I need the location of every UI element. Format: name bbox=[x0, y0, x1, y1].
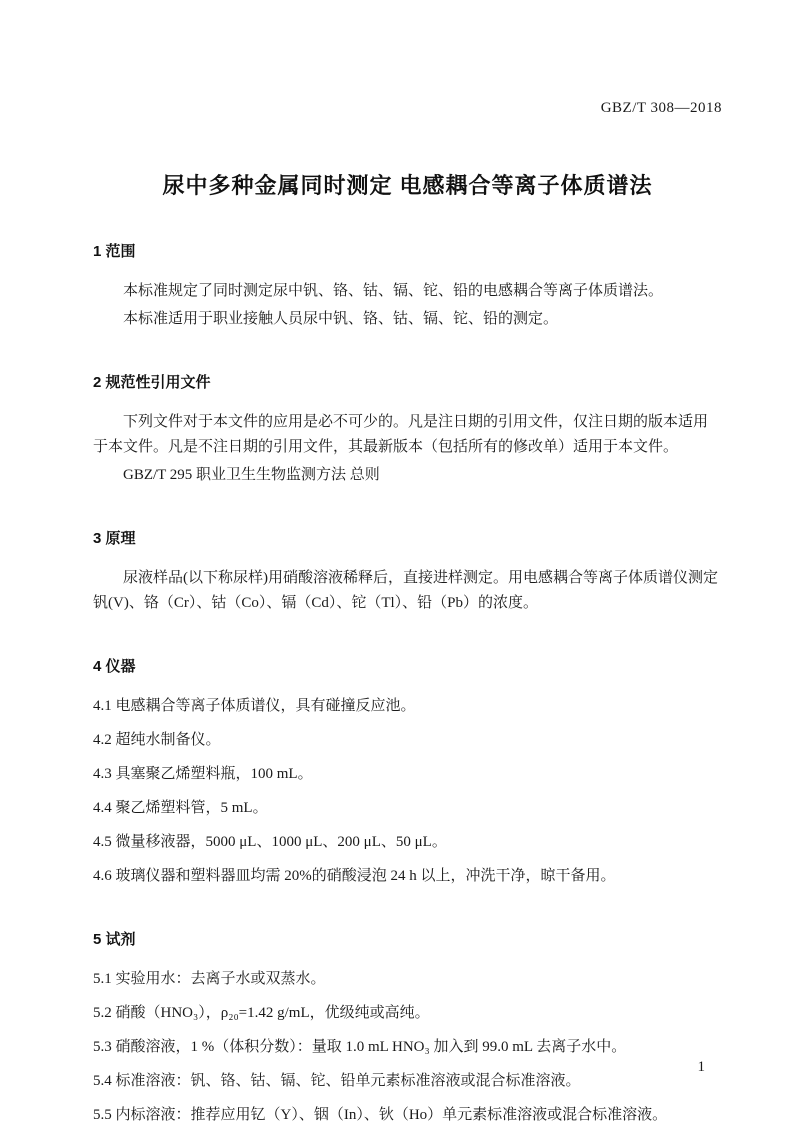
list-item: 4.5 微量移液器，5000 μL、1000 μL、200 μL、50 μL。 bbox=[93, 834, 447, 850]
section-reagents bbox=[93, 929, 722, 1128]
list-item: 5.2 硝酸（HNO₃），ρ₂₀=1.42 g/mL，优级纯或高纯。 bbox=[93, 1005, 430, 1021]
reference-entry: GBZ/T 295 职业卫生生物监测方法 总则 bbox=[123, 467, 380, 483]
section-normative-references bbox=[93, 372, 722, 488]
list-item: 5.5 内标溶液：推荐应用钇（Y）、铟（In）、钬（Ho）单元素标准溶液或混合标准溶液。 bbox=[93, 1107, 668, 1123]
list-item: 4.3 具塞聚乙烯塑料瓶，100 mL。 bbox=[93, 766, 313, 782]
list-item: 5.4 标准溶液：钒、铬、钴、镉、铊、铅单元素标准溶液或混合标准溶液。 bbox=[93, 1073, 581, 1089]
list-item: 4.6 玻璃仪器和塑料器皿均需 20%的硝酸浸泡 24 h 以上，冲洗干净，晾干备用。 bbox=[93, 868, 616, 884]
paragraph: 下列文件对于本文件的应用是必不可少的。凡是注日期的引用文件，仅注日期的版本适用于本文件。凡是不注日期的引用文件，其最新版本（包括所有的修改单）适用于本文件。 bbox=[93, 414, 709, 455]
section-heading-reagents: 5 试剂 bbox=[93, 931, 136, 948]
section-principle bbox=[93, 528, 722, 616]
section-scope bbox=[93, 241, 722, 332]
list-item: 4.2 超纯水制备仪。 bbox=[93, 732, 221, 748]
paragraph: 本标准规定了同时测定尿中钒、铬、钴、镉、铊、铅的电感耦合等离子体质谱法。 bbox=[123, 283, 664, 299]
list-item: 4.4 聚乙烯塑料管，5 mL。 bbox=[93, 800, 268, 816]
document-title: 尿中多种金属同时测定 电感耦合等离子体质谱法 bbox=[162, 173, 653, 198]
section-heading-scope: 1 范围 bbox=[93, 243, 136, 260]
page-header bbox=[93, 96, 722, 121]
section-heading-principle: 3 原理 bbox=[93, 530, 136, 547]
section-instruments bbox=[93, 656, 722, 889]
list-item: 5.1 实验用水：去离子水或双蒸水。 bbox=[93, 971, 326, 987]
section-heading-instruments: 4 仪器 bbox=[93, 658, 136, 675]
standard-number: GBZ/T 308—2018 bbox=[600, 100, 722, 116]
page-number: 1 bbox=[697, 1059, 705, 1075]
section-heading-normative-references: 2 规范性引用文件 bbox=[93, 374, 211, 391]
list-item: 4.1 电感耦合等离子体质谱仪，具有碰撞反应池。 bbox=[93, 698, 416, 714]
list-item: 5.3 硝酸溶液，1 %（体积分数）：量取 1.0 mL HNO₃ 加入到 99.0 mL 去离子水中。 bbox=[93, 1039, 627, 1055]
paragraph: 尿液样品(以下称尿样)用硝酸溶液稀释后，直接进样测定。用电感耦合等离子体质谱仪测定钒(V)、铬（Cr）、钴（Co）、镉（Cd）、铊（Tl）、铅（Pb）的浓度。 bbox=[93, 570, 718, 611]
paragraph: 本标准适用于职业接触人员尿中钒、铬、钴、镉、铊、铅的测定。 bbox=[123, 311, 559, 327]
